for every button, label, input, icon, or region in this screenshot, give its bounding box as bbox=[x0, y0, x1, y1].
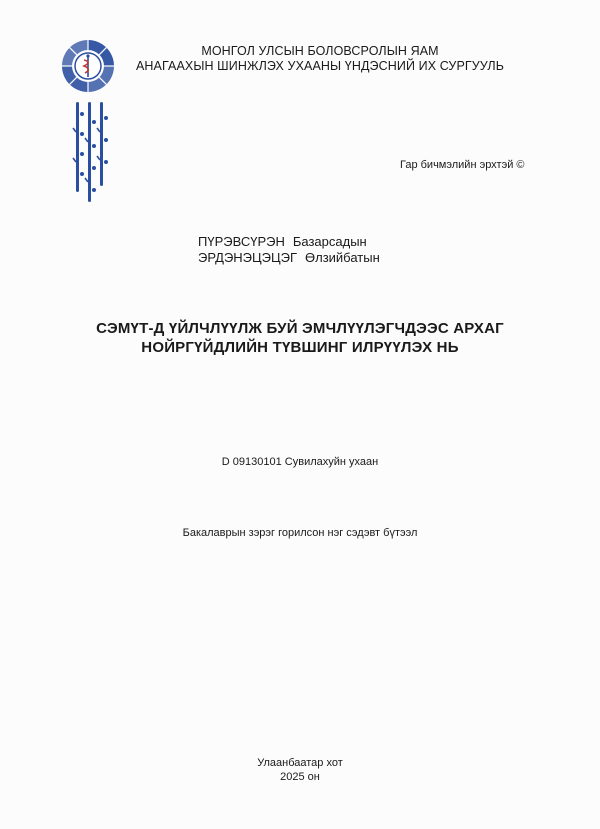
rights-label: Гар бичмэлийн эрхтэй bbox=[400, 159, 514, 171]
specialty-code: D 09130101 Сувилахуйн ухаан bbox=[221, 456, 379, 468]
author-2 bbox=[198, 250, 380, 266]
author-given-name: Базарсадын bbox=[292, 234, 367, 249]
university-emblem-icon bbox=[60, 38, 116, 94]
institution-header bbox=[120, 44, 520, 74]
author-given-name: Өлзийбатын bbox=[305, 250, 380, 265]
thesis-title bbox=[40, 319, 560, 357]
place-and-year bbox=[0, 756, 600, 784]
copyright-icon: © bbox=[516, 159, 525, 171]
thesis-title-line-2: НОЙРГҮЙДЛИЙН ТҮВШИНГ ИЛРҮҮЛЭХ НЬ bbox=[141, 339, 459, 356]
university-vertical-script bbox=[70, 98, 114, 210]
author-surname: ПҮРЭВСҮРЭН bbox=[198, 234, 285, 249]
thesis-title-line-1: СЭМҮТ-Д ҮЙЛЧЛҮҮЛЖ БУЙ ЭМЧЛҮҮЛЭГЧДЭЭС АРХАГ bbox=[96, 320, 504, 337]
author-list bbox=[198, 234, 380, 266]
author-1 bbox=[198, 234, 380, 250]
ministry-name: МОНГОЛ УЛСЫН БОЛОВСРОЛЫН ЯАМ bbox=[201, 44, 439, 58]
author-surname: ЭРДЭНЭЦЭЦЭГ bbox=[198, 250, 297, 265]
year: 2025 он bbox=[280, 771, 320, 783]
degree-statement: Бакалаврын зэрэг горилсон нэг сэдэвт бүтээл bbox=[182, 527, 418, 539]
university-name: АНАГААХЫН ШИНЖЛЭХ УХААНЫ ҮНДЭСНИЙ ИХ СУРГУУЛЬ bbox=[135, 59, 505, 73]
manuscript-rights-note bbox=[400, 159, 525, 171]
city: Улаанбаатар хот bbox=[257, 757, 343, 769]
university-logo bbox=[56, 38, 120, 188]
